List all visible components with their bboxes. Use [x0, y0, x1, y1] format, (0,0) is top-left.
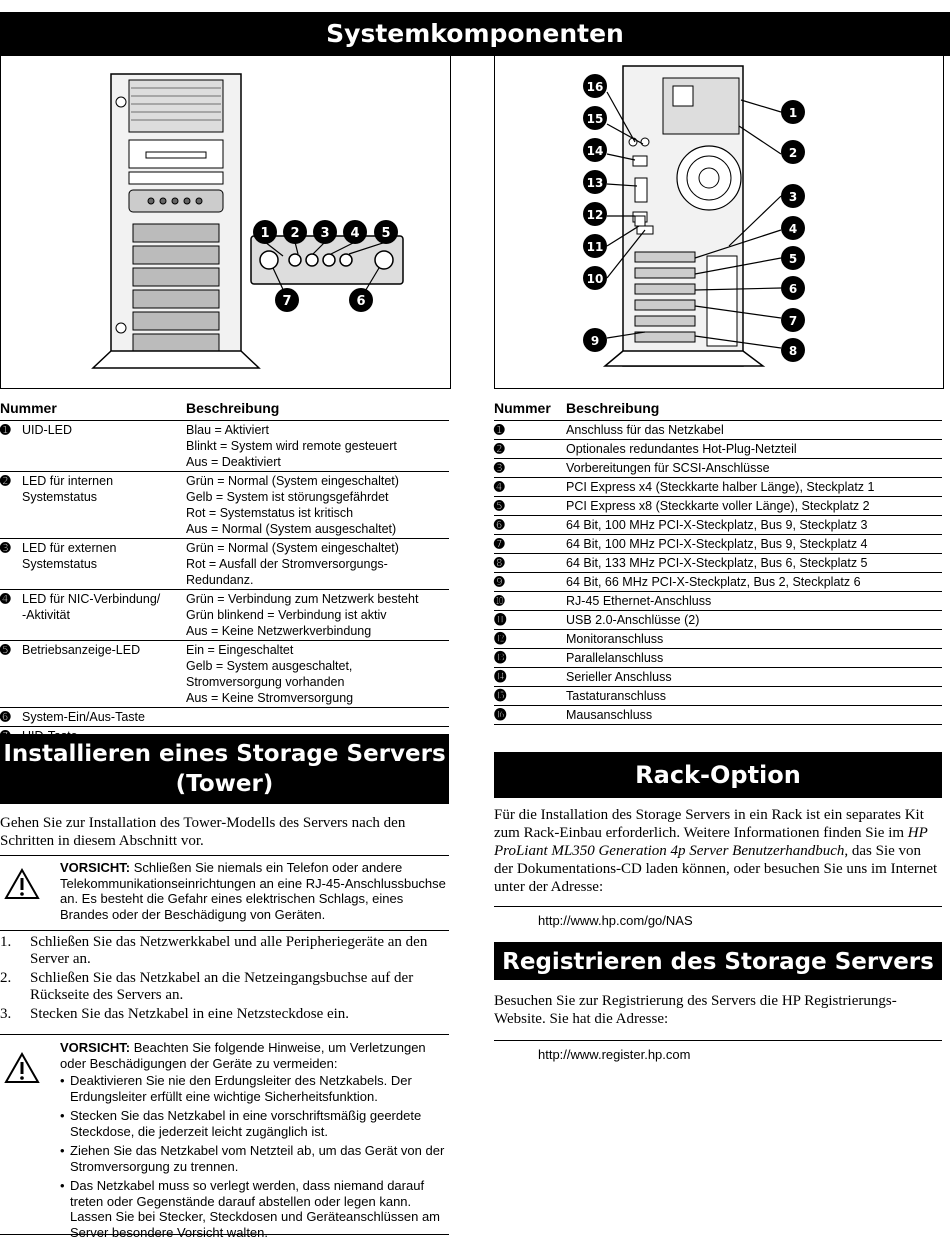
component-description: 64 Bit, 66 MHz PCI-X-Steckplatz, Bus 2, Steckplatz 6 [566, 573, 942, 592]
list-item: • Deaktivieren Sie nie den Erdungsleiter des Netzkabels. Der Erdungsleiter erfüllt eine wichtige Sicherheitsfunktion. [60, 1073, 455, 1104]
component-name-cell [0, 539, 186, 590]
rear-panel-figure [494, 56, 944, 389]
step-text: Schließen Sie das Netzwerkkabel und alle Peripheriegeräte an den Server an. [30, 934, 428, 967]
component-description: PCI Express x4 (Steckkarte halber Länge), Steckplatz 1 [566, 478, 942, 497]
caution-text: Schließen Sie niemals ein Telefon oder andere Telekommunikationseinrichtungen an eine RJ-45-Anschlussbuchse an. Es besteht die Gefahr eines elektrischen Schlags, eines Brandes oder der Beschädigung von Geräten. [60, 860, 446, 922]
row-number: ➋ [0, 474, 11, 488]
component-name-cell [0, 708, 186, 727]
table-row [494, 630, 942, 649]
list-item [0, 970, 449, 1004]
row-number: ⓫ [494, 611, 566, 630]
section-title-rack: Rack-Option [494, 752, 942, 798]
step-text: Schließen Sie das Netzkabel an die Netzeingangsbuchse auf der Rückseite des Servers an. [30, 970, 414, 1003]
row-number: ➊ [0, 423, 11, 437]
table-row [494, 573, 942, 592]
row-number: ➒ [494, 573, 566, 592]
component-name: LED für NIC-Verbindung/ -Aktivität [22, 592, 161, 622]
caution-label: VORSICHT: [60, 1040, 131, 1055]
step-number: 1. [0, 934, 12, 950]
component-description: Blau = Aktiviert Blinkt = System wird remote gesteuert Aus = Deaktiviert [186, 421, 449, 472]
step-number: 3. [0, 1006, 12, 1022]
row-number: ➑ [494, 554, 566, 573]
section-title-install [0, 734, 449, 804]
component-description: Grün = Normal (System eingeschaltet) Gelb = System ist störungsgefährdet Rot = Systemstatus ist kritisch Aus = Normal (System ausgeschaltet) [186, 472, 449, 539]
component-description: 64 Bit, 100 MHz PCI-X-Steckplatz, Bus 9, Steckplatz 4 [566, 535, 942, 554]
table-row [494, 497, 942, 516]
component-name-cell [0, 641, 186, 708]
table-row [494, 668, 942, 687]
row-number: ⓰ [494, 706, 566, 725]
row-number: ➏ [0, 710, 11, 724]
component-description: Vorbereitungen für SCSI-Anschlüsse [566, 459, 942, 478]
component-description: Tastaturanschluss [566, 687, 942, 706]
callout-4: 4 [788, 222, 798, 236]
callout-2: 2 [290, 226, 300, 241]
row-number: ➎ [494, 497, 566, 516]
table-row [494, 649, 942, 668]
callout-15: 15 [586, 112, 604, 126]
row-number: ➍ [494, 478, 566, 497]
warning-icon [4, 868, 40, 900]
row-number: ⓮ [494, 668, 566, 687]
callout-8: 8 [788, 344, 798, 358]
component-description: PCI Express x8 (Steckkarte voller Länge), Steckplatz 2 [566, 497, 942, 516]
component-description: Optionales redundantes Hot-Plug-Netzteil [566, 440, 942, 459]
rack-text-manual-title: HP ProLiant ML350 Generation 4p Server Benutzerhandbuch [494, 825, 928, 859]
callout-2: 2 [788, 146, 798, 160]
divider [0, 1034, 449, 1035]
callout-4: 4 [350, 226, 360, 241]
caution-text: Beachten Sie folgende Hinweise, um Verletzungen oder Beschädigungen der Geräte zu vermeiden: [60, 1040, 426, 1071]
component-name: LED für externen Systemstatus [22, 541, 117, 571]
register-url-box [494, 1040, 942, 1062]
component-description: Monitoranschluss [566, 630, 942, 649]
rear-components-table [494, 394, 942, 725]
component-name-cell [0, 472, 186, 539]
row-number: ➋ [494, 440, 566, 459]
component-description [186, 708, 449, 727]
list-item [0, 934, 449, 968]
component-name: Betriebsanzeige-LED [22, 643, 141, 657]
callout-5: 5 [788, 252, 798, 266]
callout-12: 12 [586, 208, 604, 222]
register-text: Besuchen Sie zur Registrierung des Servers die HP Registrierungs-Website. Sie hat die Adresse: [494, 993, 897, 1027]
table-row [494, 706, 942, 725]
table-row [0, 708, 449, 727]
row-number: ⓬ [494, 630, 566, 649]
front-panel-figure [0, 56, 451, 389]
row-number: ➌ [494, 459, 566, 478]
column-header-number: Nummer [0, 394, 186, 421]
callout-1: 1 [788, 106, 798, 120]
component-description: 64 Bit, 133 MHz PCI-X-Steckplatz, Bus 6, Steckplatz 5 [566, 554, 942, 573]
section-title-install-line2: (Tower) [175, 771, 274, 797]
install-steps [0, 934, 449, 1025]
step-text: Stecken Sie das Netzkabel in eine Netzsteckdose ein. [30, 1006, 350, 1022]
callout-9: 9 [590, 334, 600, 348]
server-front-illustration [1, 56, 450, 388]
front-components-table [0, 394, 449, 746]
column-header-description: Beschreibung [566, 394, 942, 421]
rack-url[interactable]: http://www.hp.com/go/NAS [538, 913, 693, 928]
component-description: Grün = Normal (System eingeschaltet) Rot = Ausfall der Stromversorgungs- Redundanz. [186, 539, 449, 590]
table-row [494, 535, 942, 554]
table-row [0, 472, 449, 539]
callout-14: 14 [586, 144, 604, 158]
server-rear-illustration [495, 56, 943, 388]
caution-2 [60, 1040, 455, 1244]
section-title-systemkomponenten: Systemkomponenten [0, 12, 950, 56]
table-row [494, 687, 942, 706]
component-name-cell [0, 421, 186, 472]
callout-7: 7 [788, 314, 798, 328]
callout-10: 10 [586, 272, 604, 286]
table-row [494, 611, 942, 630]
component-name: LED für internen Systemstatus [22, 474, 114, 504]
table-row [494, 478, 942, 497]
divider [0, 855, 449, 856]
component-description: 64 Bit, 100 MHz PCI-X-Steckplatz, Bus 9, Steckplatz 3 [566, 516, 942, 535]
rack-url-box [494, 906, 942, 928]
component-name-cell [0, 590, 186, 641]
component-description: Serieller Anschluss [566, 668, 942, 687]
callout-13: 13 [586, 176, 604, 190]
list-item: • Ziehen Sie das Netzkabel vom Netzteil ab, um das Gerät von der Stromversorgung zu trennen. [60, 1143, 455, 1174]
component-description: Ein = Eingeschaltet Gelb = System ausgeschaltet, Stromversorgung vorhanden Aus = Keine Stromversorgung [186, 641, 449, 708]
table-row [0, 539, 449, 590]
table-row [494, 554, 942, 573]
row-number: ➊ [494, 421, 566, 440]
register-url[interactable]: http://www.register.hp.com [538, 1047, 691, 1062]
row-number: ➎ [0, 643, 11, 657]
row-number: ➓ [494, 592, 566, 611]
caution-bullets [60, 1073, 455, 1240]
component-description: USB 2.0-Anschlüsse (2) [566, 611, 942, 630]
list-item: • Das Netzkabel muss so verlegt werden, dass niemand darauf treten oder Gegenstände darauf abstellen oder legen kann. Lassen Sie bei Stecker, Steckdosen und Geräteanschlüssen am Server besondere Vorsicht walten. [60, 1178, 455, 1240]
row-number: ⓭ [494, 649, 566, 668]
callout-6: 6 [356, 294, 366, 309]
row-number: ➏ [494, 516, 566, 535]
callout-3: 3 [320, 226, 330, 241]
section-title-register: Registrieren des Storage Servers [494, 942, 942, 980]
component-description: Grün = Verbindung zum Netzwerk besteht Grün blinkend = Verbindung ist aktiv Aus = Keine Netzwerkverbindung [186, 590, 449, 641]
table-row [0, 641, 449, 708]
component-name: UID-LED [22, 423, 73, 437]
table-row [494, 440, 942, 459]
caution-1 [60, 860, 449, 922]
rack-text-part1: Für die Installation des Storage Servers in ein Rack ist ein separates Kit zum Rack-Einbau erforderlich. Weitere Informationen finden Sie im [494, 807, 924, 841]
list-item [0, 1006, 449, 1023]
table-row [494, 421, 942, 440]
warning-icon [4, 1052, 40, 1084]
row-number: ➌ [0, 541, 11, 555]
callout-7: 7 [282, 294, 292, 309]
table-row [494, 592, 942, 611]
install-intro: Gehen Sie zur Installation des Tower-Modells des Servers nach den Schritten in diesem Abschnitt vor. [0, 815, 406, 849]
callout-3: 3 [788, 190, 798, 204]
callout-16: 16 [586, 80, 604, 94]
callout-6: 6 [788, 282, 798, 296]
row-number: ➐ [494, 535, 566, 554]
divider [0, 1234, 449, 1235]
row-number: ➍ [0, 592, 11, 606]
callout-5: 5 [381, 226, 391, 241]
row-number: ⓯ [494, 687, 566, 706]
rack-text [494, 806, 942, 896]
component-description: Anschluss für das Netzkabel [566, 421, 942, 440]
table-row [494, 459, 942, 478]
table-row [0, 590, 449, 641]
section-title-install-line1: Installieren eines Storage Servers [3, 741, 446, 767]
list-item: • Stecken Sie das Netzkabel in eine vorschriftsmäßig geerdete Steckdose, die jederzeit leicht zugänglich ist. [60, 1108, 455, 1139]
table-row [494, 516, 942, 535]
step-number: 2. [0, 970, 12, 986]
callout-1: 1 [260, 226, 270, 241]
component-description: Parallelanschluss [566, 649, 942, 668]
component-description: Mausanschluss [566, 706, 942, 725]
rack-text-part2: , das Sie von der Dokumentations-CD laden können, oder besuchen Sie uns im Internet unter der Adresse: [494, 843, 938, 895]
component-name: System-Ein/Aus-Taste [22, 710, 145, 724]
column-header-number: Nummer [494, 394, 566, 421]
callout-11: 11 [586, 240, 604, 254]
divider [0, 930, 449, 931]
component-description: RJ-45 Ethernet-Anschluss [566, 592, 942, 611]
caution-label: VORSICHT: [60, 860, 131, 875]
column-header-description: Beschreibung [186, 394, 449, 421]
table-row [0, 421, 449, 472]
